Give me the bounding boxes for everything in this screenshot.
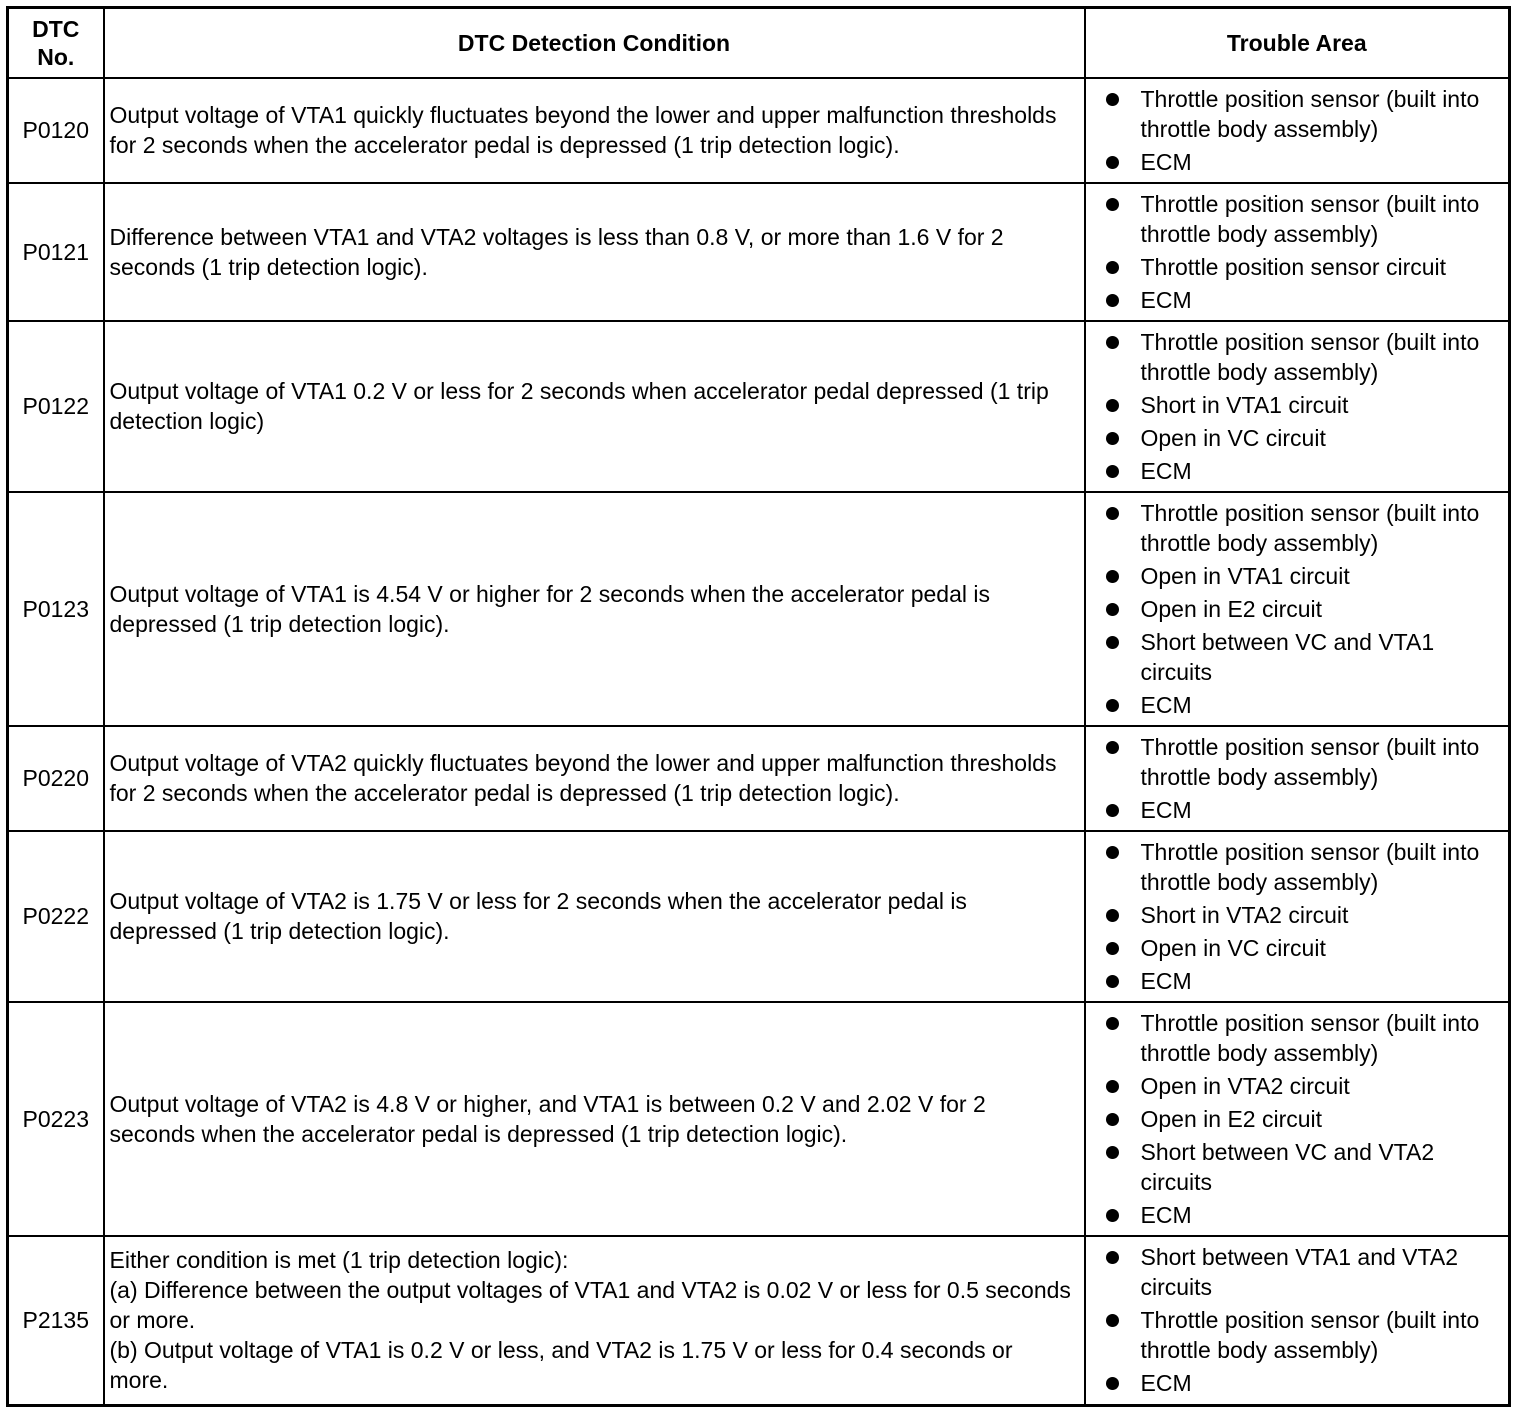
trouble-area-text: Open in VC circuit: [1140, 424, 1326, 451]
bullet-icon: [1106, 846, 1119, 859]
bullet-icon: [1106, 294, 1119, 307]
condition-text: Output voltage of VTA1 quickly fluctuates beyond the lower and upper malfunction thresholds for 2 seconds when the accelerator pedal is depressed (1 trip detection logic).: [109, 102, 1057, 158]
table-body: [8, 78, 1510, 1406]
detection-condition: [104, 321, 1085, 492]
table-row: [8, 321, 1510, 492]
trouble-area-list: [1106, 327, 1503, 486]
list-item: [1106, 423, 1503, 453]
list-item: [1106, 1008, 1503, 1068]
detection-condition: [104, 78, 1085, 183]
list-item: [1106, 1137, 1503, 1197]
bullet-icon: [1106, 1017, 1119, 1030]
detection-condition: [104, 726, 1085, 831]
bullet-icon: [1106, 465, 1119, 478]
bullet-icon: [1106, 261, 1119, 274]
trouble-area: [1085, 1002, 1510, 1236]
trouble-area-text: Open in VC circuit: [1140, 934, 1326, 961]
list-item: [1106, 147, 1503, 177]
bullet-icon: [1106, 699, 1119, 712]
trouble-area-list: [1106, 189, 1503, 315]
bullet-icon: [1106, 399, 1119, 412]
trouble-area: [1085, 321, 1510, 492]
list-item: [1106, 690, 1503, 720]
dtc-code: P0220: [8, 726, 104, 831]
bullet-icon: [1106, 1146, 1119, 1159]
condition-text: (b) Output voltage of VTA1 is 0.2 V or less, and VTA2 is 1.75 V or less for 0.4 seconds or more.: [109, 1337, 1013, 1394]
table-row: [8, 183, 1510, 321]
list-item: [1106, 1368, 1503, 1398]
list-item: [1106, 84, 1503, 144]
detection-condition: [104, 183, 1085, 321]
condition-text: Output voltage of VTA2 quickly fluctuates beyond the lower and upper malfunction thresholds for 2 seconds when the accelerator pedal is depressed (1 trip detection logic).: [109, 750, 1057, 806]
list-item: [1106, 252, 1503, 282]
list-item: [1106, 498, 1503, 558]
bullet-icon: [1106, 741, 1119, 754]
trouble-area-text: ECM: [1140, 796, 1192, 823]
bullet-icon: [1106, 1080, 1119, 1093]
dtc-code: P0121: [8, 183, 104, 321]
trouble-area-list: [1106, 732, 1503, 825]
trouble-area-text: Short between VTA1 and VTA2 circuits: [1140, 1244, 1458, 1301]
list-item: [1106, 795, 1503, 825]
list-item: [1106, 1200, 1503, 1230]
list-item: [1106, 627, 1503, 687]
list-item: [1106, 933, 1503, 963]
trouble-area: [1085, 183, 1510, 321]
trouble-area-text: Throttle position sensor (built into throttle body assembly): [1140, 499, 1480, 556]
trouble-area-text: Open in VTA1 circuit: [1140, 562, 1350, 589]
trouble-area-text: Throttle position sensor circuit: [1140, 253, 1447, 280]
list-item: [1106, 900, 1503, 930]
trouble-area-list: [1106, 1008, 1503, 1230]
trouble-area-text: ECM: [1140, 148, 1192, 175]
trouble-area-text: Throttle position sensor (built into throttle body assembly): [1140, 190, 1480, 247]
trouble-area-text: Throttle position sensor (built into throttle body assembly): [1140, 838, 1480, 895]
trouble-area-text: Open in E2 circuit: [1140, 1105, 1323, 1132]
trouble-area-list: [1106, 837, 1503, 996]
list-item: [1106, 1242, 1503, 1302]
table-row: [8, 1236, 1510, 1406]
condition-text: Either condition is met (1 trip detection logic):: [109, 1247, 569, 1274]
bullet-icon: [1106, 507, 1119, 520]
trouble-area-text: Throttle position sensor (built into throttle body assembly): [1140, 733, 1480, 790]
bullet-icon: [1106, 804, 1119, 817]
trouble-area-text: Throttle position sensor (built into throttle body assembly): [1140, 1307, 1480, 1364]
bullet-icon: [1106, 198, 1119, 211]
list-item: [1106, 1104, 1503, 1134]
bullet-icon: [1106, 156, 1119, 169]
trouble-area-text: ECM: [1140, 967, 1192, 994]
bullet-icon: [1106, 975, 1119, 988]
dtc-code: P0123: [8, 492, 104, 726]
bullet-icon: [1106, 1377, 1119, 1390]
list-item: [1106, 456, 1503, 486]
bullet-icon: [1106, 942, 1119, 955]
trouble-area-text: ECM: [1140, 691, 1192, 718]
trouble-area: [1085, 492, 1510, 726]
bullet-icon: [1106, 909, 1119, 922]
condition-text: Output voltage of VTA1 0.2 V or less for 2 seconds when accelerator pedal depressed (1 trip detection logic): [109, 378, 1049, 434]
table-row: [8, 78, 1510, 183]
trouble-area-text: Short between VC and VTA2 circuits: [1140, 1138, 1435, 1195]
bullet-icon: [1106, 1251, 1119, 1264]
dtc-code: P0223: [8, 1002, 104, 1236]
trouble-area-list: [1106, 84, 1503, 177]
trouble-area-text: ECM: [1140, 1201, 1192, 1228]
condition-text: (a) Difference between the output voltages of VTA1 and VTA2 is 0.02 V or less for 0.5 seconds or more.: [109, 1277, 1071, 1334]
bullet-icon: [1106, 1209, 1119, 1222]
trouble-area: [1085, 831, 1510, 1002]
header-detection-condition: DTC Detection Condition: [104, 8, 1085, 78]
detection-condition: [104, 1002, 1085, 1236]
list-item: [1106, 390, 1503, 420]
bullet-icon: [1106, 1314, 1119, 1327]
trouble-area-text: Throttle position sensor (built into throttle body assembly): [1140, 328, 1480, 385]
trouble-area-text: Throttle position sensor (built into throttle body assembly): [1140, 85, 1480, 142]
trouble-area-text: Open in E2 circuit: [1140, 595, 1323, 622]
bullet-icon: [1106, 570, 1119, 583]
detection-condition: [104, 831, 1085, 1002]
bullet-icon: [1106, 603, 1119, 616]
trouble-area-list: [1106, 498, 1503, 720]
bullet-icon: [1106, 93, 1119, 106]
list-item: [1106, 594, 1503, 624]
table-row: [8, 831, 1510, 1002]
header-row: [8, 8, 1510, 78]
trouble-area: [1085, 1236, 1510, 1406]
list-item: [1106, 285, 1503, 315]
trouble-area-text: Short between VC and VTA1 circuits: [1140, 628, 1435, 685]
list-item: [1106, 966, 1503, 996]
list-item: [1106, 837, 1503, 897]
dtc-code: P2135: [8, 1236, 104, 1406]
trouble-area-text: Throttle position sensor (built into throttle body assembly): [1140, 1009, 1480, 1066]
condition-text: Output voltage of VTA2 is 4.8 V or higher, and VTA1 is between 0.2 V and 2.02 V for 2 seconds when the accelerator pedal is depressed (1 trip detection logic).: [109, 1090, 986, 1147]
dtc-code: P0120: [8, 78, 104, 183]
table-row: [8, 1002, 1510, 1236]
trouble-area: [1085, 78, 1510, 183]
header-dtc-no: DTC No.: [8, 8, 104, 78]
trouble-area-text: Open in VTA2 circuit: [1140, 1072, 1350, 1099]
list-item: [1106, 189, 1503, 249]
bullet-icon: [1106, 1113, 1119, 1126]
trouble-area-text: Short in VTA2 circuit: [1140, 901, 1349, 928]
bullet-icon: [1106, 336, 1119, 349]
list-item: [1106, 561, 1503, 591]
table-row: [8, 492, 1510, 726]
condition-text: Output voltage of VTA1 is 4.54 V or higher for 2 seconds when the accelerator pedal is depressed (1 trip detection logic).: [109, 580, 990, 637]
detection-condition: [104, 1236, 1085, 1406]
trouble-area: [1085, 726, 1510, 831]
table-row: [8, 726, 1510, 831]
trouble-area-list: [1106, 1242, 1503, 1398]
trouble-area-text: ECM: [1140, 286, 1192, 313]
dtc-code: P0222: [8, 831, 104, 1002]
dtc-code: P0122: [8, 321, 104, 492]
list-item: [1106, 327, 1503, 387]
list-item: [1106, 1305, 1503, 1365]
detection-condition: [104, 492, 1085, 726]
trouble-area-text: Short in VTA1 circuit: [1140, 391, 1349, 418]
condition-text: Difference between VTA1 and VTA2 voltages is less than 0.8 V, or more than 1.6 V for 2 seconds (1 trip detection logic).: [109, 223, 1004, 280]
condition-text: Output voltage of VTA2 is 1.75 V or less for 2 seconds when the accelerator pedal is depressed (1 trip detection logic).: [109, 888, 967, 944]
list-item: [1106, 1071, 1503, 1101]
trouble-area-text: ECM: [1140, 1370, 1192, 1397]
trouble-area-text: ECM: [1140, 457, 1192, 484]
bullet-icon: [1106, 636, 1119, 649]
bullet-icon: [1106, 432, 1119, 445]
list-item: [1106, 732, 1503, 792]
dtc-table: [6, 6, 1511, 1407]
header-trouble-area: Trouble Area: [1085, 8, 1510, 78]
